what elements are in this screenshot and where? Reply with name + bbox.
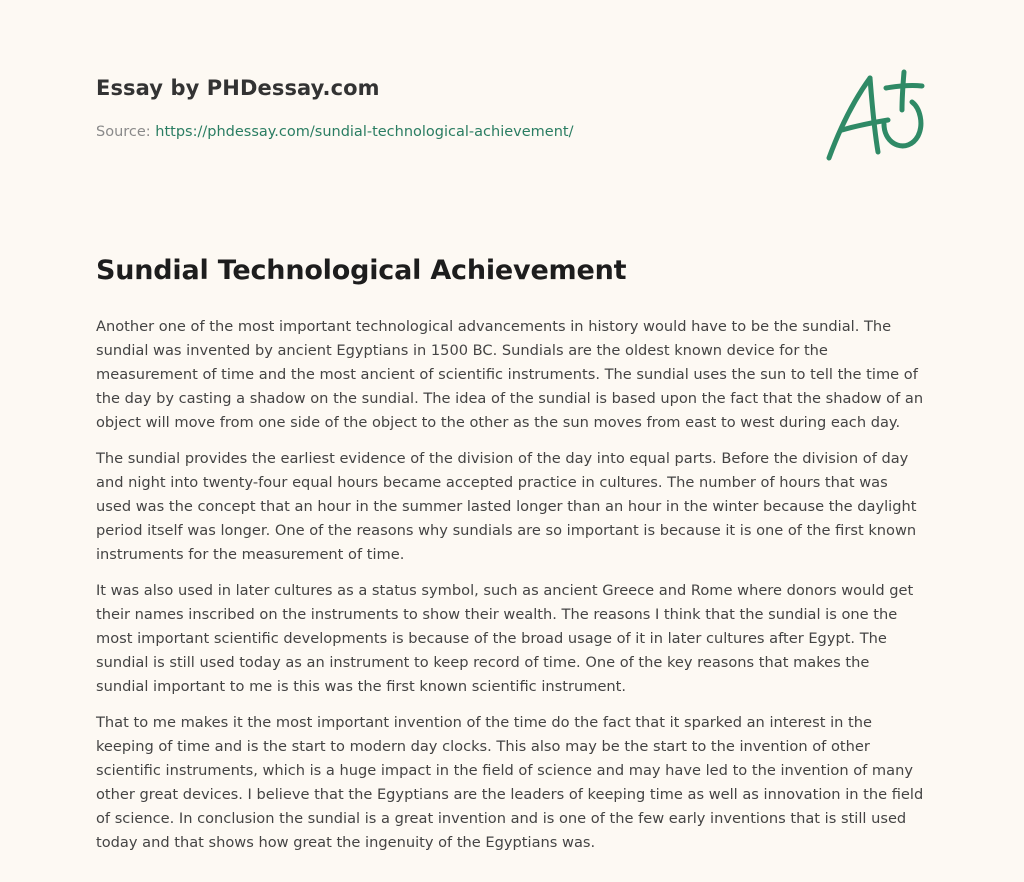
article-paragraph: It was also used in later cultures as a status symbol, such as ancient Greece and Rome where donors would get their names inscribed on the instruments to show their wealth. The reasons I think that the sundial is one the most important scientific developments is because of the broad usage of it in later cultures after Egypt. The sundial is still used today as an instrument to keep record of time. One of the key reasons that makes the sundial important to me is this was the first known scientific instrument. <box>96 582 914 695</box>
article-paragraph: The sundial provides the earliest evidence of the division of the day into equal parts. Before the division of day and night into twenty-four equal hours became accepted practice in cultures. The number of hours that was used was the concept that an hour in the summer lasted longer than an hour in the winter because the daylight period itself was longer. One of the reasons why sundials are so important is because it is one of the first known instruments for the measurement of time. <box>96 450 917 563</box>
source-link[interactable]: https://phdessay.com/sundial-technological-achievement/ <box>155 124 574 140</box>
source-line <box>96 124 573 140</box>
article-paragraph: Another one of the most important technological advancements in history would have to be the sundial. The sundial was invented by ancient Egyptians in 1500 BC. Sundials are the oldest known device for the measurement of time and the most ancient of scientific instruments. The sundial uses the sun to tell the time of the day by casting a shadow on the sundial. The idea of the sundial is based upon the fact that the shadow of an object will move from one side of the object to the other as the sun moves from east to west during each day. <box>96 318 924 431</box>
article-paragraph: That to me makes it the most important invention of the time do the fact that it sparked an interest in the keeping of time and is the start to modern day clocks. This also may be the start to the invention of other scientific instruments, which is a huge impact in the field of science and may have led to the invention of many other great devices. I believe that the Egyptians are the leaders of keeping time as well as innovation in the field of science. In conclusion the sundial is a great invention and is one of the few early inventions that is still used today and that shows how great the ingenuity of the Egyptians was. <box>96 714 924 851</box>
page-title: Sundial Technological Achievement <box>96 255 627 286</box>
a-plus-grade-icon <box>822 66 930 166</box>
source-label: Source: <box>96 124 151 140</box>
a-plus-logo-svg <box>822 66 930 166</box>
site-brand: Essay by PHDessay.com <box>96 76 380 100</box>
article-body <box>96 315 926 867</box>
